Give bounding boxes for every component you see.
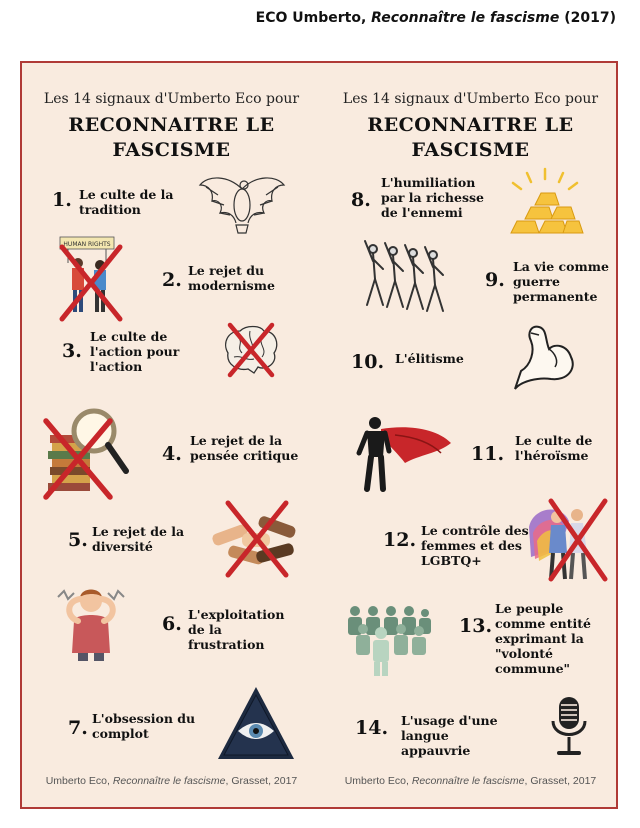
marching-soldiers-icon [361, 239, 455, 315]
item-14-number: 14. [355, 717, 389, 739]
item-1-number: 1. [52, 189, 72, 211]
header-title-line-2: FASCISME [112, 139, 231, 161]
item-5-label: Le rejet de la diversité [92, 524, 185, 554]
item-4-label: Le rejet de la pensée critique [190, 433, 299, 463]
hands-icon [208, 499, 302, 579]
item-7-number: 7. [68, 717, 88, 739]
item-10-label: L'élitisme [395, 351, 464, 366]
header-title-line-2: FASCISME [411, 139, 530, 161]
item-2-label: Le rejet du modernisme [188, 263, 275, 293]
protest-sign-icon [48, 235, 138, 325]
item-7-label: L'obsession du complot [92, 711, 196, 741]
item-6-number: 6. [162, 613, 182, 635]
books-magnifier-icon [40, 405, 132, 501]
item-9-label: La vie comme guerre permanente [513, 259, 609, 304]
item-5-number: 5. [68, 529, 88, 551]
header-subtitle: Les 14 signaux d'Umberto Eco pour [43, 91, 300, 107]
item-3-label: Le culte de l'action pour l'action [90, 329, 180, 374]
poster-left-column [22, 63, 321, 807]
item-9-number: 9. [485, 269, 505, 291]
item-12-number: 12. [383, 529, 417, 551]
flexed-arm-icon [511, 321, 581, 393]
item-2-number: 2. [162, 269, 182, 291]
item-11-label: Le culte de l'héroïsme [515, 433, 593, 463]
poster [20, 61, 618, 809]
header-title [22, 113, 321, 163]
microphone-icon [549, 695, 589, 761]
item-13-label: Le peuple comme entité exprimant la "volonté commune" [495, 601, 591, 676]
header-title-line-1: RECONNAITRE LE [68, 114, 275, 136]
brain-icon [218, 323, 282, 377]
item-6-label: L'exploitation de la frustration [188, 607, 285, 652]
item-10-number: 10. [351, 351, 385, 373]
superhero-icon [355, 413, 455, 493]
poster-right-column [321, 63, 620, 807]
document-caption [256, 10, 616, 26]
eagle-icon [198, 171, 286, 239]
item-8-label: L'humiliation par la richesse de l'ennemi [381, 175, 484, 220]
header-title-line-1: RECONNAITRE LE [367, 114, 574, 136]
crowd-icon [343, 603, 433, 679]
protest-sign-text: HUMAN RIGHTS [63, 241, 111, 248]
caption-author: ECO Umberto, [255, 10, 367, 26]
footer-citation-right: Umberto Eco, Reconnaître le fascisme, Grasset, 2017 [344, 775, 597, 787]
item-3-number: 3. [62, 340, 82, 362]
item-14-label: L'usage d'une langue appauvrie [401, 713, 498, 758]
caption-title: Reconnaître le fascisme [371, 10, 560, 26]
header-title [321, 113, 620, 163]
couple-rainbow-icon [521, 497, 611, 583]
item-11-number: 11. [471, 443, 505, 465]
item-1-label: Le culte de la tradition [79, 187, 174, 217]
item-12-label: Le contrôle des femmes et des LGBTQ+ [421, 523, 529, 568]
gold-bars-icon [505, 167, 585, 239]
illuminati-pyramid-icon [216, 685, 296, 761]
footer-citation-left: Umberto Eco, Reconnaître le fascisme, Grasset, 2017 [45, 775, 298, 787]
item-4-number: 4. [162, 443, 182, 465]
item-8-number: 8. [351, 189, 371, 211]
frustrated-person-icon [56, 581, 126, 663]
item-13-number: 13. [459, 615, 493, 637]
header-subtitle: Les 14 signaux d'Umberto Eco pour [342, 91, 599, 107]
caption-year: (2017) [564, 10, 616, 26]
